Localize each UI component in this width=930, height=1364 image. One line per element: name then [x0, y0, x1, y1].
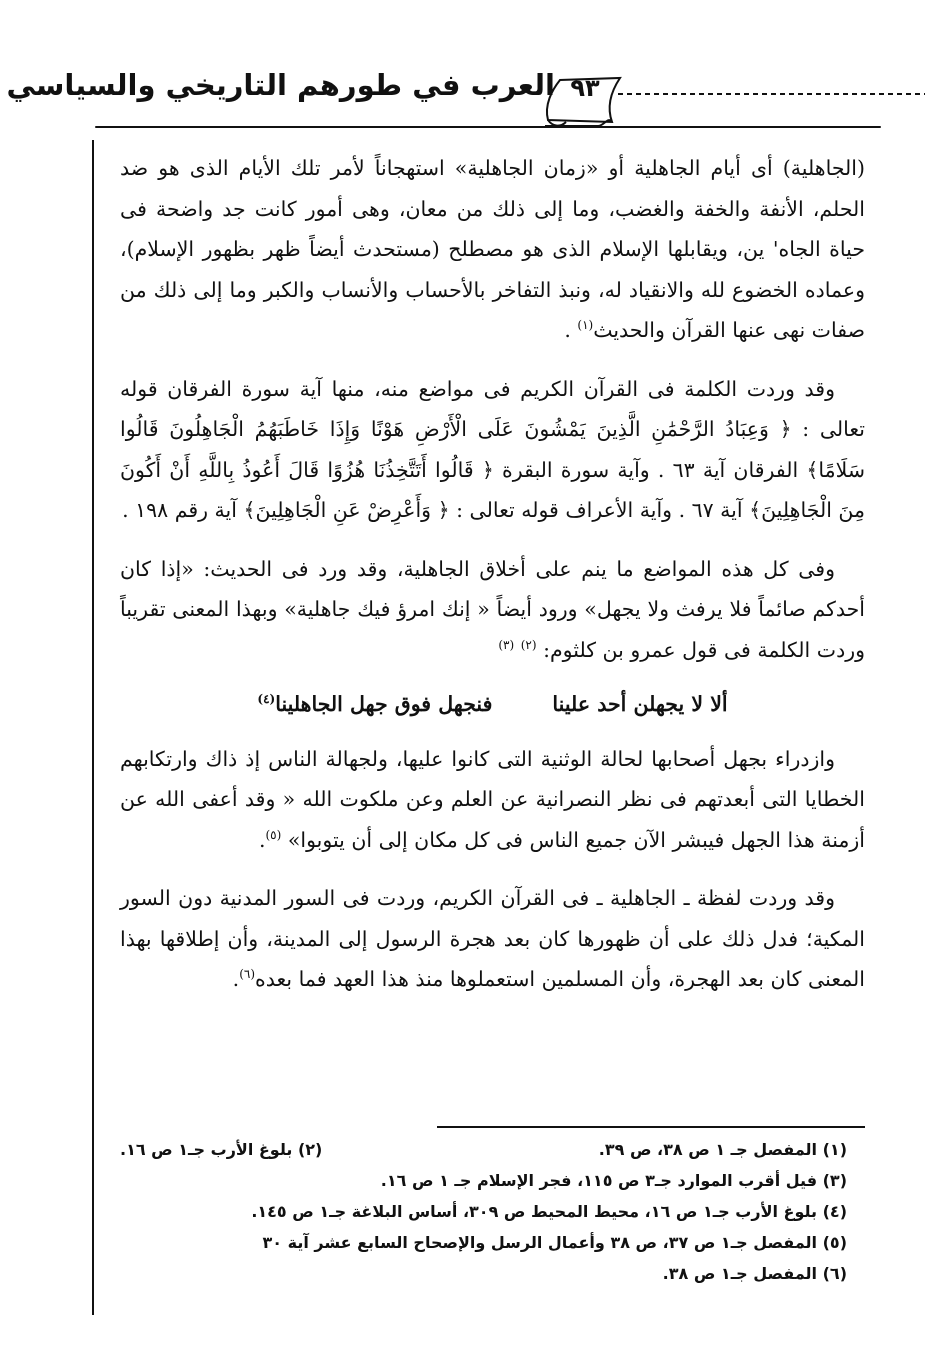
- paragraph-5: وقد وردت لفظة ـ الجاهلية ـ فى القرآن الكريم، وردت فى السور المدنية دون السور المكية؛ فدل ذلك على أن ظهورها كان بعد هجرة الرسول إلى المدينة، وأن إطلاقها بهذا المعنى كان بعد الهجرة، وأن المسلمين استعملوها منذ هذا العهد فما بعده$^{(٦)}$.: [120, 886, 865, 991]
- paragraph-4-text: وازدراء بجهل أصحابها لحالة الوثنية التى كانوا عليها، ولجهالة الناس إذ ذاك وارتكابهم الخطايا التى أبعدتهم فى نظر النصرانية عن العلم وعن ملكوت الله « وقد أعفى الله عن أزمنة هذا الجهل فيبشر الآن جميع الناس فى كل مكان إلى أن يتوبوا»: [120, 746, 865, 852]
- paragraph-4: وازدراء بجهل أصحابها لحالة الوثنية التى كانوا عليها، ولجهالة الناس إذ ذاك وارتكابهم الخطايا التى أبعدتهم فى نظر النصرانية عن العلم وعن ملكوت الله « وقد أعفى الله عن أزمنة هذا الجهل فيبشر الآن جميع الناس فى كل مكان إلى أن يتوبوا» $^{(٥)}$.: [120, 746, 865, 852]
- footnote-5: (٥) المفصل جـ١ ص ٣٧، ص ٣٨ وأعمال الرسل والإصحاح السابع عشر آية ٣٠: [262, 1233, 847, 1252]
- book-title: العرب في طورهم التاريخي والسياسي: [6, 68, 555, 102]
- running-header: [0, 60, 930, 140]
- footnote-ref-6: (٦): [239, 967, 256, 982]
- footnote-6: (٦) المفصل جـ١ ص ٣٨.: [662, 1264, 847, 1283]
- footnote-ref-1: (١): [577, 318, 594, 333]
- paragraph-2-text: وقد وردت الكلمة فى القرآن الكريم فى مواضع منه، منها آية سورة الفرقان قوله تعالى : ﴿ وَعِبَادُ الرَّحْمَٰنِ الَّذِينَ يَمْشُونَ عَلَى الْأَرْضِ هَوْنًا وَإِذَا خَاطَبَهُمُ الْجَاهِلُونَ قَالُوا سَلَامًا﴾ الفرقان آية ٦٣ . وآية سورة البقرة ﴿ قَالُوا أَتَتَّخِذُنَا هُزُوًا قَالَ أَعُوذُ بِاللَّهِ أَنْ أَكُونَ مِنَ الْجَاهِلِينَ﴾ آية ٦٧ . وآية الأعراف قوله تعالى : ﴿ وَأَعْرِضْ عَنِ الْجَاهِلِينَ﴾ آية رقم ١٩٨ .: [120, 376, 865, 522]
- footnote-ref-4: (٤): [257, 692, 276, 707]
- footnote-1: (١) المفصل جـ ١ ص ٣٨، ص ٣٩.: [598, 1140, 847, 1159]
- paragraph-1-text: (الجاهلية) أى أيام الجاهلية أو «زمان الجاهلية» استهجاناً لأمر تلك الأيام الذى هو ضد الحلم، الأنفة والخفة والغضب، وما إلى ذلك من معان، وهى أمور كانت جد واضحة فى حياة الجاه' ين، ويقابلها الإسلام الذى هو مصطلح (مستحدث أيضاً ظهر بظهور الإسلام)، وعماده الخضوع لله والانقياد له، ونبذ التفاخر بالأحساب والأنساب والكبر وما إلى ذلك من صفات نهى عنها القرآن والحديث: [120, 156, 865, 342]
- frame-left-line: [92, 140, 94, 1315]
- footnote-2: (٢) بلوغ الأرب جـ١ ص ١٦.: [120, 1140, 323, 1159]
- paragraph-5-text: وقد وردت لفظة ـ الجاهلية ـ فى القرآن الكريم، وردت فى السور المدنية دون السور المكية؛ فدل ذلك على أن ظهورها كان بعد هجرة الرسول إلى المدينة، وأن إطلاقها بهذا المعنى كان بعد الهجرة، وأن المسلمين استعملوها منذ هذا العهد فما بعده: [120, 886, 865, 991]
- footnote-separator: [437, 1126, 865, 1128]
- footnote-row-1: [120, 1134, 865, 1165]
- poem-hemistich-1: ألا لا يجهلن أحد علينا: [552, 692, 728, 716]
- main-text: [120, 148, 865, 1000]
- footnote-ref-5: (٥): [265, 827, 282, 842]
- footnote-4: (٤) بلوغ الأرب جـ١ ص ١٦، محيط المحيط ص ٣٠٩، أساس البلاغة جـ١ ص ١٤٥.: [251, 1202, 847, 1221]
- page-number: ٩٣: [570, 74, 600, 102]
- footnote-ref-3: (٣): [498, 637, 515, 652]
- paragraph-1: (الجاهلية) أى أيام الجاهلية أو «زمان الجاهلية» استهجاناً لأمر تلك الأيام الذى هو ضد الحلم، الأنفة والخفة والغضب، وما إلى ذلك من معان، وهى أمور كانت جد واضحة فى حياة الجاه' ين، ويقابلها الإسلام الذى هو مصطلح (مستحدث أيضاً ظهر بظهور الإسلام)، وعماده الخضوع لله والانقياد له، ونبذ التفاخر بالأحساب والأنساب والكبر وما إلى ذلك من صفات نهى عنها القرآن والحديث$^{(١)}$ .: [120, 156, 865, 342]
- footnote-ref-2: (٢): [520, 637, 537, 652]
- footnotes: [120, 1134, 865, 1289]
- frame-top-line: [95, 126, 881, 128]
- poem-hemistich-2: فنجهل فوق جهل الجاهلينا$^{(٤)}$: [257, 692, 493, 716]
- paragraph-3: [120, 549, 865, 671]
- paragraph-3-text: وفى كل هذه المواضع ما ينم على أخلاق الجاهلية، وقد ورد فى الحديث: «إذا كان أحدكم صائماً فلا يرفث ولا يجهل» ورود أيضاً « إنك امرؤ فيك جاهلية» وبهذا المعنى تقريباً وردت الكلمة فى قول عمرو بن كلثوم:: [120, 556, 865, 662]
- poem-verse: [120, 684, 865, 725]
- paragraph-2: [120, 369, 865, 531]
- footnote-3: (٣) فيل أقرب الموارد جـ٣ ص ١١٥، فجر الإسلام جـ ١ ص ١٦.: [380, 1171, 847, 1190]
